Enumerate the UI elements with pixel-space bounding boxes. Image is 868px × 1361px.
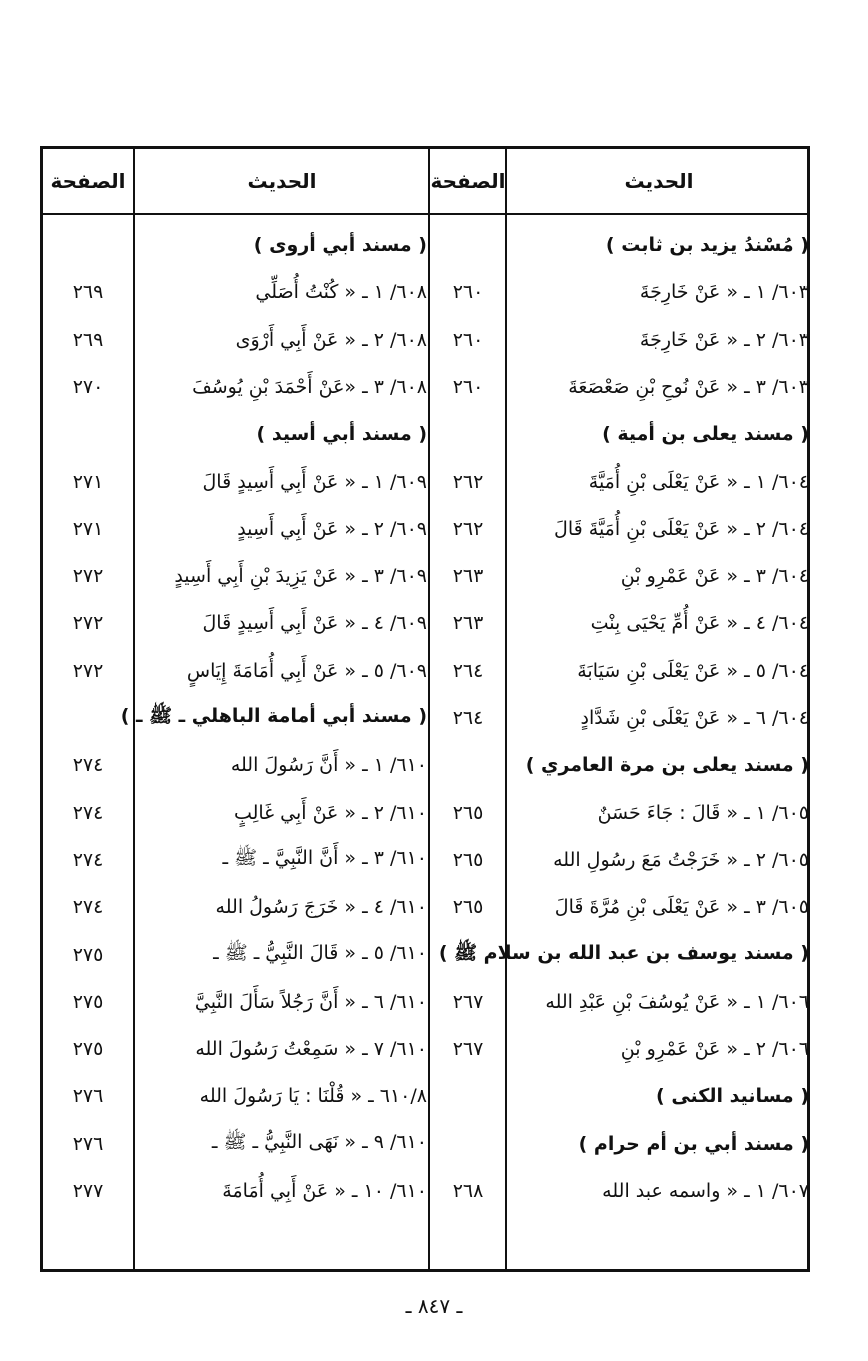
page-reference: ٢٦٣ bbox=[452, 565, 484, 588]
page-number: ـ ٨٤٧ ـ bbox=[405, 1294, 463, 1318]
page-reference: ٢٧٦ bbox=[72, 1085, 104, 1108]
section-heading: ( مسند أبي أروى ) bbox=[253, 234, 427, 256]
hadith-entry: ٦١٠/ ٦ ـ « أَنَّ رَجُلاً سَأَلَ النَّبِيَّ bbox=[194, 990, 427, 1013]
hadith-entry: ٦١٠/ ٤ ـ « خَرَجَ رَسُولُ الله bbox=[215, 896, 427, 919]
hadith-entry: ٦١٠/ ٥ ـ « قَالَ النَّبِيُّ ـ ﷺ ـ bbox=[213, 941, 427, 964]
hadith-entry: ٦١٠/ ٧ ـ « سَمِعْتُ رَسُولَ الله bbox=[195, 1038, 427, 1061]
hadith-entry: ٦٠٩/ ٢ ـ « عَنْ أَبِي أَسِيدٍ bbox=[237, 517, 427, 540]
page-reference: ٢٦٨ bbox=[452, 1180, 484, 1202]
page-reference: ٢٧٢ bbox=[72, 565, 104, 588]
page-reference: ٢٧٥ bbox=[72, 943, 104, 966]
section-heading: ( مسند أبي أسيد ) bbox=[256, 423, 427, 446]
hadith-entry: ٦٠٩/ ٤ ـ « عَنْ أَبِي أَسِيدٍ قَالَ bbox=[202, 612, 427, 635]
header-divider bbox=[43, 213, 807, 215]
page-reference: ٢٦٠ bbox=[452, 375, 484, 398]
hadith-entry: ٦٠٤/ ٣ ـ « عَنْ عَمْرِو بْنِ bbox=[620, 565, 809, 588]
page-reference: ٢٦٧ bbox=[452, 1038, 484, 1061]
page-reference bbox=[43, 221, 133, 269]
section-heading: ( مسانيد الكنى ) bbox=[656, 1085, 809, 1108]
hadith-entry: ٦٠٨/ ٣ ـ «عَنْ أَحْمَدَ بْنِ يُوسُفَ bbox=[192, 375, 427, 398]
hadith-entry: ٦٠٤/ ٥ ـ « عَنْ يَعْلَى بْنِ سَيَابَةَ bbox=[577, 659, 809, 682]
hadith-entry: ٦٠٦/ ٢ ـ « عَنْ عَمْرِو بْنِ bbox=[620, 1038, 809, 1061]
page-reference: ٢٦٢ bbox=[452, 470, 484, 493]
page-reference: ٢٧٤ bbox=[72, 896, 104, 919]
hadith-entry: ٦٠٥/ ٣ ـ « عَنْ يَعْلَى بْنِ مُرَّةَ قَالَ bbox=[554, 896, 809, 919]
hadith-entry: ٦٠٨/ ١ ـ « كُنْتُ أُصَلِّي bbox=[255, 281, 427, 304]
page-reference: ٢٧٥ bbox=[72, 1038, 104, 1061]
hadith-entry: ٦٠٥/ ١ ـ « قَالَ : جَاءَ حَسَنٌ bbox=[597, 801, 809, 824]
page-reference: ٢٦٥ bbox=[452, 801, 484, 824]
page-reference bbox=[431, 741, 505, 789]
hadith-entry: ٦٠٤/ ٤ ـ « عَنْ أُمِّ يَحْيَى بِنْتِ bbox=[590, 612, 809, 635]
hadith-entry: ٦٠٤/ ١ ـ « عَنْ يَعْلَى بْنِ أُمَيَّةَ bbox=[588, 470, 809, 493]
page-reference: ٢٦٢ bbox=[452, 517, 484, 540]
hadith-entry: ٦١٠/ ١ ـ « أَنَّ رَسُولَ الله bbox=[230, 754, 427, 777]
hadith-entry: ٦٠٩/ ٥ ـ « عَنْ أَبِي أُمَامَةَ إِيَاسٍ bbox=[186, 659, 427, 682]
section-heading: ( مسند يعلى بن مرة العامري ) bbox=[525, 754, 809, 777]
page-reference: ٢٦٣ bbox=[452, 612, 484, 635]
hadith-entry: ٦١٠/ ١٠ ـ « عَنْ أَبِي أُمَامَةَ bbox=[222, 1180, 427, 1202]
page-reference: ٢٦٥ bbox=[452, 896, 484, 919]
page-reference bbox=[431, 221, 505, 269]
index-table bbox=[40, 146, 810, 1272]
hadith-entry: ٦٠٩/ ٣ ـ « عَنْ يَزِيدَ بْنِ أَبِي أَسِيدٍ bbox=[174, 565, 427, 588]
hadith-entry: ٦٠٤/ ٢ ـ « عَنْ يَعْلَى بْنِ أُمَيَّةَ قَالَ bbox=[554, 517, 809, 540]
page-reference bbox=[431, 1120, 505, 1168]
header-page-left: الصفحة bbox=[50, 169, 126, 193]
page-reference: ٢٧٤ bbox=[72, 801, 104, 824]
page-reference bbox=[43, 694, 133, 742]
page-reference: ٢٦٩ bbox=[72, 281, 104, 304]
section-heading: ( مسند أبي أمامة الباهلي ـ ﷺ ـ ) bbox=[120, 705, 427, 727]
page-reference: ٢٦٤ bbox=[452, 659, 484, 682]
page-reference: ٢٧٥ bbox=[72, 990, 104, 1013]
page-reference bbox=[431, 410, 505, 458]
section-heading: ( مسند يعلى بن أمية ) bbox=[602, 423, 809, 446]
page-reference: ٢٦٧ bbox=[452, 990, 484, 1013]
page-reference: ٢٦٠ bbox=[452, 328, 484, 351]
page-reference: ٢٧٤ bbox=[72, 754, 104, 777]
page-reference: ٢٧٠ bbox=[72, 375, 104, 398]
page-reference: ٢٦٤ bbox=[452, 707, 484, 729]
page-reference: ٢٦٩ bbox=[72, 328, 104, 351]
hadith-entry: ٦١٠/ ٢ ـ « عَنْ أَبِي غَالِبٍ bbox=[233, 801, 427, 824]
header-page-right: الصفحة bbox=[430, 169, 506, 193]
column-divider bbox=[505, 149, 507, 1269]
page-reference bbox=[431, 1072, 505, 1120]
section-heading: ( مسند يوسف بن عبد الله بن سلام ﷺ ) bbox=[438, 941, 809, 964]
page-reference: ٢٧٤ bbox=[72, 848, 104, 871]
hadith-entry: ٦٠٣/ ٢ ـ « عَنْ خَارِجَةَ bbox=[639, 328, 809, 351]
hadith-entry: ٦١٠/ ٣ ـ « أَنَّ النَّبِيَّ ـ ﷺ ـ bbox=[222, 846, 427, 869]
hadith-entry: ٦٠٤/ ٦ ـ « عَنْ يَعْلَى بْنِ شَدَّادٍ bbox=[580, 707, 809, 729]
page-reference: ٢٧٢ bbox=[72, 659, 104, 682]
page-reference: ٢٧١ bbox=[72, 517, 104, 540]
header-hadith-left: الحديث bbox=[247, 169, 317, 193]
hadith-entry: ٦٠٨/ ٢ ـ « عَنْ أَبِي أَرْوَى bbox=[235, 328, 427, 351]
page-reference: ٢٦٥ bbox=[452, 848, 484, 871]
hadith-entry: ٦١٠/ ٩ ـ « نَهَى النَّبِيُّ ـ ﷺ ـ bbox=[211, 1130, 427, 1153]
page-reference: ٢٧٢ bbox=[72, 612, 104, 635]
hadith-entry: ٦٠٣/ ١ ـ « عَنْ خَارِجَةَ bbox=[639, 281, 809, 304]
page-reference bbox=[43, 410, 133, 458]
hadith-entry: ٦٠٥/ ٢ ـ « خَرَجْتُ مَعَ رسُولِ الله bbox=[553, 848, 809, 871]
hadith-entry: ٦٠٣/ ٣ ـ « عَنْ نُوحِ بْنِ صَعْصَعَةَ bbox=[568, 375, 809, 398]
page-reference bbox=[431, 931, 505, 979]
hadith-entry: ٦٠٦/ ١ ـ « عَنْ يُوسُفَ بْنِ عَبْدِ الله bbox=[545, 990, 809, 1013]
hadith-entry: ٦١٠/٨ ـ « قُلْنَا : يَا رَسُولَ الله bbox=[199, 1085, 427, 1108]
page-reference: ٢٧٧ bbox=[72, 1180, 104, 1202]
section-heading: ( مُسْندُ يزيد بن ثابت ) bbox=[605, 234, 809, 256]
header-hadith-right: الحديث bbox=[624, 169, 694, 193]
hadith-entry: ٦٠٧/ ١ ـ « واسمه عبد الله bbox=[602, 1180, 809, 1202]
page-reference: ٢٦٠ bbox=[452, 281, 484, 304]
page-reference: ٢٧١ bbox=[72, 470, 104, 493]
page-reference: ٢٧٦ bbox=[72, 1132, 104, 1155]
section-heading: ( مسند أبي بن أم حرام ) bbox=[578, 1132, 809, 1155]
hadith-entry: ٦٠٩/ ١ ـ « عَنْ أَبِي أَسِيدٍ قَالَ bbox=[202, 470, 427, 493]
